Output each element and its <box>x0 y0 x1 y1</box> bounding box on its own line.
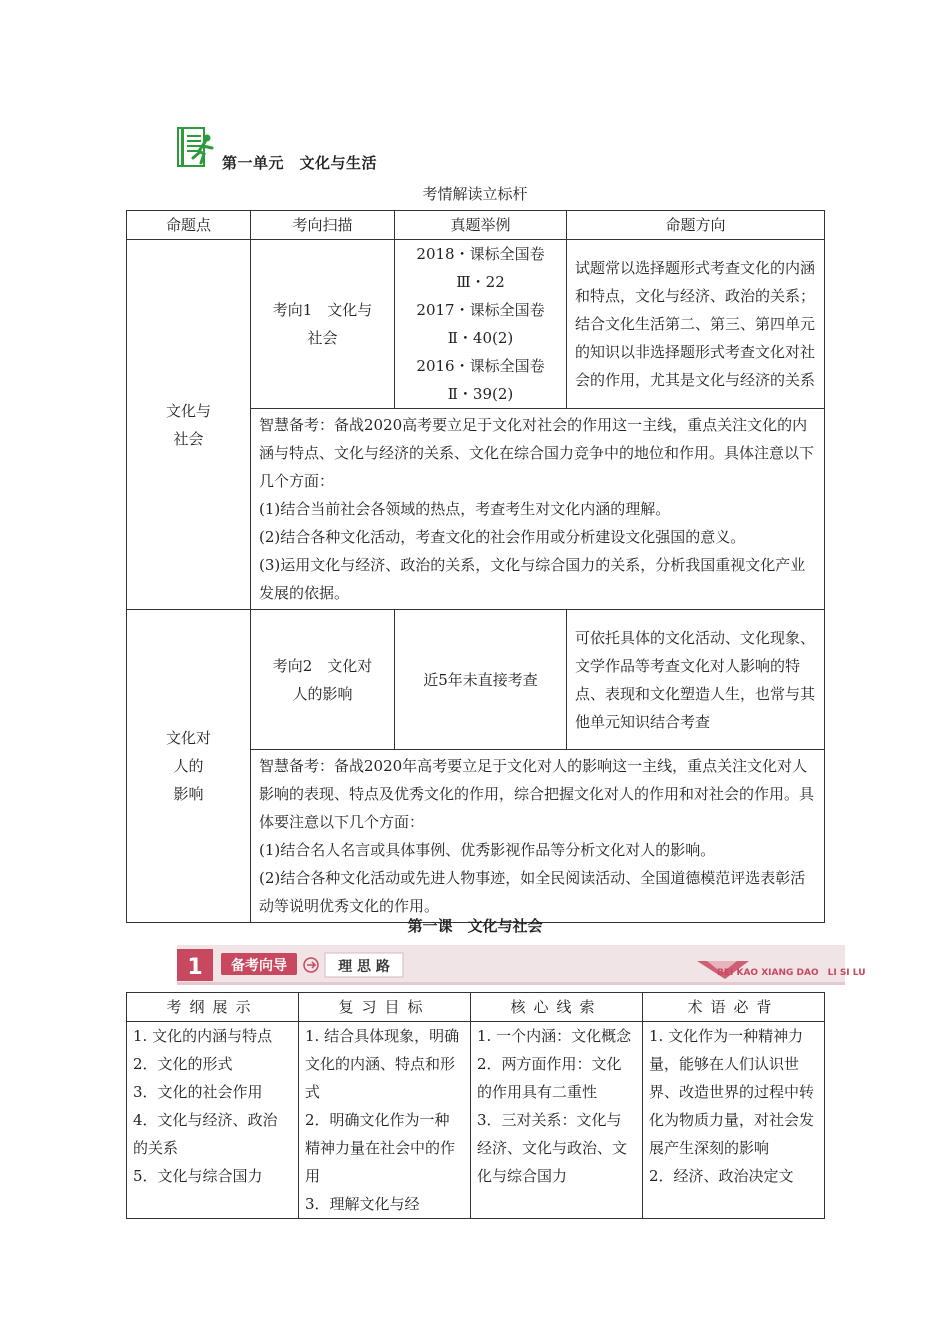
list-item: 1. 一个内涵：文化概念 <box>477 1027 632 1045</box>
examples-cell: 近5年未直接考查 <box>395 610 567 750</box>
list-item: 2．经济、政治决定文 <box>649 1167 794 1185</box>
list-item: 3．理解文化与经 <box>305 1195 420 1213</box>
list-item: 2．明确文化作为一种精神力量在社会中的作用 <box>305 1111 456 1185</box>
list-item: 2．两方面作用：文化的作用具有二重性 <box>477 1055 622 1101</box>
banner-label: 备考向导 <box>231 958 287 974</box>
study-guide-table <box>126 992 825 1219</box>
scan-cell: 考向2 文化对 人的影响 <box>251 610 395 750</box>
header-direction: 命题方向 <box>567 211 825 240</box>
header-topic: 命题点 <box>127 211 251 240</box>
wisdom-line: (2)结合各种文化活动或先进人物事迹，如全民阅读活动、全国道德模范评选表彰活动等说明优秀文化的作用。 <box>259 869 806 915</box>
clues-cell <box>471 1022 643 1219</box>
list-item: 5．文化与综合国力 <box>133 1167 263 1185</box>
outline-cell <box>127 1022 299 1219</box>
scan-cell: 考向1 文化与 社会 <box>251 240 395 409</box>
runner-book-icon <box>177 127 217 169</box>
list-item: 2．文化的形式 <box>133 1055 233 1073</box>
list-item: 1. 结合具体现象，明确文化的内涵、特点和形式 <box>305 1027 460 1101</box>
table-row <box>127 610 825 750</box>
unit-title: 第一单元 文化与生活 <box>222 154 378 172</box>
banner-sub: 理 思 路 <box>338 959 390 975</box>
direction-cell: 试题常以选择题形式考查文化的内涵和特点，文化与经济、政治的关系；结合文化生活第二、第三、第四单元的知识以非选择题形式考查文化对社会的作用，尤其是文化与经济的关系 <box>567 240 825 409</box>
wisdom-line: 智慧备考：备战2020高考要立足于文化对社会的作用这一主线，重点关注文化的内涵与特点、文化与经济的关系、文化在综合国力竞争中的地位和作用。具体注意以下几个方面： <box>259 416 815 490</box>
table-header-row <box>127 211 825 240</box>
lesson-title: 第一课 文化与社会 <box>407 917 543 935</box>
table-row <box>127 240 825 409</box>
exam-analysis-table <box>126 210 825 923</box>
study-guide-banner <box>177 945 866 985</box>
direction-cell: 可依托具体的文化活动、文化现象、文学作品等考查文化对人影响的特点、表现和文化塑造人生，也常与其他单元知识结合考查 <box>567 610 825 750</box>
table-row <box>127 1022 825 1219</box>
header-scan: 考向扫描 <box>251 211 395 240</box>
header-goals: 复习目标 <box>299 993 471 1022</box>
topic-cell: 文化与 社会 <box>127 240 251 610</box>
examples-cell: 2018・课标全国卷 Ⅲ・22 2017・课标全国卷 Ⅱ・40(2) 2016・课标全国卷 Ⅱ・39(2) <box>395 240 567 409</box>
banner-pinyin: BEI KAO XIANG DAO LI SI LU <box>717 968 866 978</box>
wisdom-cell <box>251 409 825 610</box>
topic-cell: 文化对 人的 影响 <box>127 610 251 923</box>
terms-cell <box>643 1022 825 1219</box>
list-item: 3．文化的社会作用 <box>133 1083 263 1101</box>
table-caption: 考情解读立标杆 <box>422 185 528 203</box>
table-header-row <box>127 993 825 1022</box>
list-item: 3．三对关系：文化与经济、文化与政治、文化与综合国力 <box>477 1111 628 1185</box>
list-item: 4．文化与经济、政治的关系 <box>133 1111 278 1157</box>
list-item: 1. 文化的内涵与特点 <box>133 1027 273 1045</box>
wisdom-line: (3)运用文化与经济、政治的关系，文化与综合国力的关系，分析我国重视文化产业发展的依据。 <box>259 556 806 602</box>
banner-number: 1 <box>187 955 203 980</box>
wisdom-line: (1)结合名人名言或具体事例、优秀影视作品等分析文化对人的影响。 <box>259 841 716 859</box>
wisdom-cell <box>251 750 825 923</box>
header-examples: 真题举例 <box>395 211 567 240</box>
wisdom-line: 智慧备考：备战2020年高考要立足于文化对人的影响这一主线，重点关注文化对人影响的表现、特点及优秀文化的作用，综合把握文化对人的作用和对社会的作用。具体要注意以下几个方面： <box>259 757 815 831</box>
wisdom-line: (1)结合当前社会各领域的热点，考查考生对文化内涵的理解。 <box>259 500 671 518</box>
list-item: 1. 文化作为一种精神力量，能够在人们认识世界、改造世界的过程中转化为物质力量，对社会发展产生深刻的影响 <box>649 1027 815 1157</box>
header-clues: 核心线索 <box>471 993 643 1022</box>
goals-cell <box>299 1022 471 1219</box>
header-terms: 术语必背 <box>643 993 825 1022</box>
wisdom-line: (2)结合各种文化活动，考查文化的社会作用或分析建设文化强国的意义。 <box>259 528 746 546</box>
header-outline: 考纲展示 <box>127 993 299 1022</box>
